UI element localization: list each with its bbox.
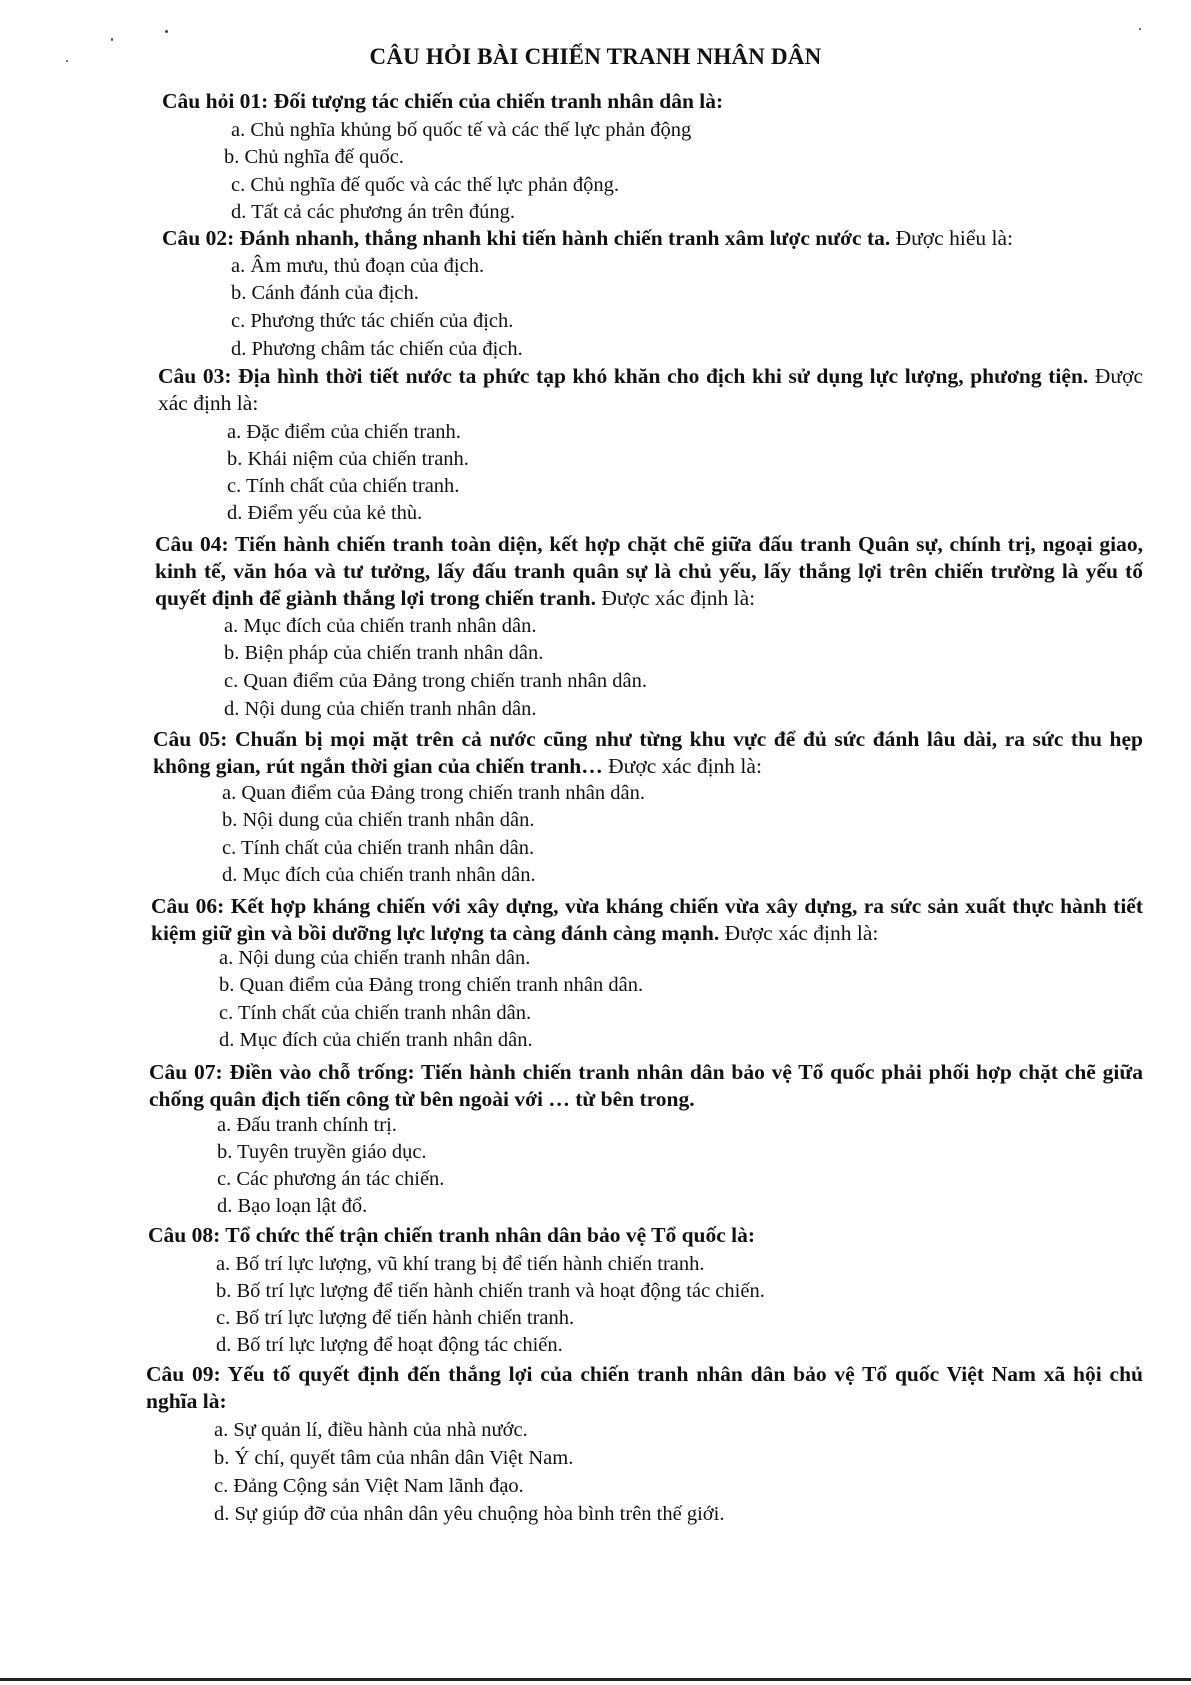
question-04-option-d: d. Nội dung của chiến tranh nhân dân. [224,698,537,720]
page-title: CÂU HỎI BÀI CHIẾN TRANH NHÂN DÂN [369,44,822,69]
question-02-option-a: a. Âm mưu, thủ đoạn của địch. [231,255,485,277]
question-05-option-b: b. Nội dung của chiến tranh nhân dân. [222,809,535,831]
question-02-option-c: c. Phương thức tác chiến của địch. [231,310,514,332]
question-01-option-b: b. Chủ nghĩa đế quốc. [224,146,404,168]
question-suffix: Được xác định là: [719,921,879,945]
question-text: Câu 02: Đánh nhanh, thắng nhanh khi tiến hành chiến tranh xâm lược nước ta. [162,226,891,250]
question-09-option-b: b. Ý chí, quyết tâm của nhân dân Việt Nam. [214,1447,574,1469]
question-04-option-b: b. Biện pháp của chiến tranh nhân dân. [224,642,544,664]
question-01-option-c: c. Chủ nghĩa đế quốc và các thế lực phản động. [231,174,619,196]
question-04-option-c: c. Quan điểm của Đảng trong chiến tranh nhân dân. [224,670,647,692]
question-07-option-d: d. Bạo loạn lật đổ. [217,1195,368,1217]
question-09-option-c: c. Đảng Cộng sản Việt Nam lãnh đạo. [214,1475,524,1497]
question-text: Câu 05: Chuẩn bị mọi mặt trên cả nước cũng như từng khu vực để đủ sức đánh lâu dài, ra sức thu hẹp không gian, rút ngắn thời gian của chiến tranh… [153,727,1143,778]
question-05-option-a: a. Quan điểm của Đảng trong chiến tranh nhân dân. [222,782,645,804]
question-08-option-a: a. Bố trí lực lượng, vũ khí trang bị để tiến hành chiến tranh. [216,1253,705,1275]
question-09-option-a: a. Sự quản lí, điều hành của nhà nước. [214,1419,528,1441]
question-text: Câu 03: Địa hình thời tiết nước ta phức tạp khó khăn cho địch khi sử dụng lực lượng, phương tiện. [158,364,1089,388]
question-01-option-d: d. Tất cả các phương án trên đúng. [231,201,515,223]
question-01-option-a: a. Chủ nghĩa khủng bố quốc tế và các thế lực phản động [231,119,692,141]
question-06-option-a: a. Nội dung của chiến tranh nhân dân. [219,947,531,969]
question-text: Câu 07: Điền vào chỗ trống: Tiến hành chiến tranh nhân dân bảo vệ Tổ quốc phải phối hợp chặt chẽ giữa chống quân địch tiến công từ bên ngoài với … từ bên trong. [149,1060,1143,1111]
question-09-option-d: d. Sự giúp đỡ của nhân dân yêu chuộng hòa bình trên thế giới. [214,1503,725,1525]
question-text: Câu 06: Kết hợp kháng chiến với xây dựng, vừa kháng chiến vừa xây dựng, ra sức sản xuất thực hành tiết kiệm giữ gìn và bồi dưỡng lực lượng ta càng đánh càng mạnh. [151,894,1143,945]
scan-bottom-edge [0,1678,1191,1681]
question-03-option-c: c. Tính chất của chiến tranh. [227,475,460,497]
question-06-option-d: d. Mục đích của chiến tranh nhân dân. [219,1029,533,1051]
scan-speck [111,38,113,41]
scan-speck [165,30,168,33]
question-08 [148,1222,755,1249]
question-08-option-c: c. Bố trí lực lượng để tiến hành chiến tranh. [216,1307,575,1329]
question-03-option-a: a. Đặc điểm của chiến tranh. [227,421,461,443]
question-text: Câu 09: Yếu tố quyết định đến thắng lợi của chiến tranh nhân dân bảo vệ Tổ quốc Việt Nam xã hội chủ nghĩa là: [146,1362,1143,1413]
question-07-option-c: c. Các phương án tác chiến. [217,1168,445,1190]
question-09 [146,1361,1143,1415]
question-07-option-b: b. Tuyên truyền giáo dục. [217,1141,427,1163]
question-suffix: Được xác định là: [602,754,762,778]
question-text: Câu 08: Tổ chức thế trận chiến tranh nhân dân bảo vệ Tổ quốc là: [148,1223,756,1247]
question-text: Câu hỏi 01: Đối tượng tác chiến của chiến tranh nhân dân là: [162,89,724,113]
question-06-option-c: c. Tính chất của chiến tranh nhân dân. [219,1002,532,1024]
question-08-option-b: b. Bố trí lực lượng để tiến hành chiến tranh và hoạt động tác chiến. [216,1280,765,1302]
question-05-option-d: d. Mục đích của chiến tranh nhân dân. [222,864,536,886]
question-text: Câu 04: Tiến hành chiến tranh toàn diện, kết hợp chặt chẽ giữa đấu tranh Quân sự, chính trị, ngoại giao, kinh tế, văn hóa và tư tưởng, lấy đấu tranh quân sự là chủ yếu, lấy thắng lợi trên chiến trường là yếu tố quyết định để giành thắng lợi trong chiến tranh. [155,532,1143,610]
question-suffix: Được hiểu là: [890,226,1013,250]
question-07 [149,1059,1143,1113]
question-suffix: Được xác định là: [596,586,756,610]
question-06 [151,893,1143,947]
question-suffix: Được xác định là: [158,364,1144,415]
question-01 [162,88,723,115]
question-03-option-b: b. Khái niệm của chiến tranh. [227,448,469,470]
question-02-option-b: b. Cánh đánh của địch. [231,282,419,304]
question-02 [162,225,1013,252]
question-06-option-b: b. Quan điểm của Đảng trong chiến tranh nhân dân. [219,974,644,996]
question-05 [153,726,1143,780]
question-03-option-d: d. Điểm yếu của kẻ thù. [227,502,423,524]
scan-speck [1139,28,1141,30]
question-03 [158,363,1143,417]
question-02-option-d: d. Phương châm tác chiến của địch. [231,338,523,360]
question-08-option-d: d. Bố trí lực lượng để hoạt động tác chiến. [216,1334,563,1356]
question-04-option-a: a. Mục đích của chiến tranh nhân dân. [224,615,537,637]
question-05-option-c: c. Tính chất của chiến tranh nhân dân. [222,837,535,859]
question-04 [155,531,1143,612]
question-07-option-a: a. Đấu tranh chính trị. [217,1114,397,1136]
